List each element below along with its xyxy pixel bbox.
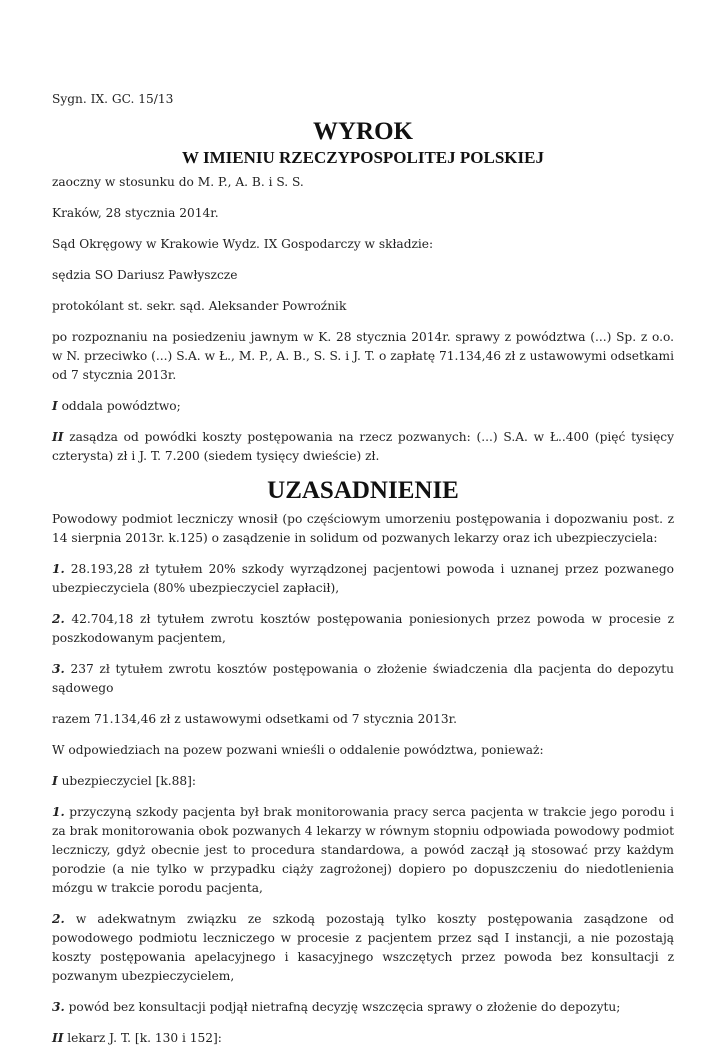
verdict-number: II [52, 430, 64, 444]
insurer-point [52, 998, 674, 1017]
justification-intro: Powodowy podmiot leczniczy wnosił (po częściowym umorzeniu postępowania i dopozwaniu post. z 14 sierpnia 2013r. k.125) o zasądzenie in solidum od pozwanych lekarzy oraz ich ubezpieczyciela: [52, 512, 674, 545]
judge-name: sędzia SO Dariusz Pawłyszcze [52, 268, 238, 282]
party-text: lekarz J. T. [k. 130 i 152]: [63, 1031, 222, 1045]
verdict-point [52, 428, 674, 466]
claim-item [52, 610, 674, 648]
point-number: 3. [52, 1000, 65, 1014]
claim-number: 2. [52, 612, 65, 626]
claim-item [52, 560, 674, 598]
party-number: II [52, 1031, 64, 1045]
claim-number: 1. [52, 562, 65, 576]
insurer-point [52, 803, 674, 898]
document-subtitle: W IMIENIU RZECZYPOSPOLITEJ POLSKIEJ [182, 148, 544, 167]
case-signature: Sygn. IX. GC. 15/13 [52, 92, 174, 106]
claim-total: razem 71.134,46 zł z ustawowymi odsetkami od 7 stycznia 2013r. [52, 712, 457, 726]
justification-title: UZASADNIENIE [267, 477, 459, 504]
place-date: Kraków, 28 stycznia 2014r. [52, 206, 219, 220]
judgment-document [52, 90, 674, 1060]
court-name: Sąd Okręgowy w Krakowie Wydz. IX Gospodarczy w składzie: [52, 237, 434, 251]
claim-text: 28.193,28 zł tytułem 20% szkody wyrządzonej pacjentowi powoda i uznanej przez pozwanego ubezpieczyciela (80% ubezpieczyciel zapłacił), [52, 562, 674, 595]
defense-intro: W odpowiedziach na pozew pozwani wnieśli o oddalenie powództwa, ponieważ: [52, 743, 544, 757]
doctor-heading [52, 1029, 674, 1048]
case-description: po rozpoznaniu na posiedzeniu jawnym w K. 28 stycznia 2014r. sprawy z powództwa (...) Sp. z o.o. w N. przeciwko (...) S.A. w Ł., M. P., A. B., S. S. i J. T. o zapłatę 71.134,46 zł z ustawowymi odsetkami od 7 stycznia 2013r. [52, 330, 674, 382]
verdict-point [52, 397, 674, 416]
verdict-number: I [52, 399, 58, 413]
verdict-text: zasądza od powódki koszty postępowania na rzecz pozwanych: (...) S.A. w Ł..400 (pięć tysięcy czterysta) zł i J. T. 7.200 (siedem tysięcy dwieście) zł. [52, 430, 674, 463]
claim-text: 237 zł tytułem zwrotu kosztów postępowania o złożenie świadczenia dla pacjenta do depozytu sądowego [52, 662, 674, 695]
claim-text: 42.704,18 zł tytułem zwrotu kosztów postępowania poniesionych przez powoda w procesie z poszkodowanym pacjentem, [52, 612, 674, 645]
point-text: w adekwatnym związku ze szkodą pozostają tylko koszty postępowania zasądzone od powodowego podmiotu leczniczego w procesie z pacjentem przez sąd I instancji, a nie pozostają koszty postępowania apelacyjnego i kasacyjnego wszczętych przez powoda bez konsultacji z pozwanym ubezpieczycielem, [52, 912, 674, 983]
point-number: 2. [52, 912, 65, 926]
verdict-scope: zaoczny w stosunku do M. P., A. B. i S. S. [52, 175, 304, 189]
insurer-heading [52, 772, 674, 791]
party-text: ubezpieczyciel [k.88]: [57, 774, 196, 788]
point-text: przyczyną szkody pacjenta był brak monitorowania pracy serca pacjenta w trakcie jego porodu i za brak monitorowania obok pozwanych 4 lekarzy w równym stopniu odpowiada powodowy podmiot leczniczy, gdyż obecnie jest to procedura standardowa, a powód zaczął ją stosować przy każdym porodzie (a nie tylko w przypadku ciąży zagrożonej) dopiero po dopuszczeniu do niedotlenienia mózgu w trakcie porodu pacjenta, [52, 805, 674, 895]
party-number: I [52, 774, 58, 788]
claim-number: 3. [52, 662, 65, 676]
document-title: WYROK [313, 118, 413, 145]
point-text: powód bez konsultacji podjął nietrafną decyzję wszczęcia sprawy o złożenie do depozytu; [64, 1000, 621, 1014]
verdict-text: oddala powództwo; [57, 399, 181, 413]
point-number: 1. [52, 805, 65, 819]
clerk-name: protokólant st. sekr. sąd. Aleksander Powroźnik [52, 299, 347, 313]
claim-item [52, 660, 674, 698]
insurer-point [52, 910, 674, 986]
